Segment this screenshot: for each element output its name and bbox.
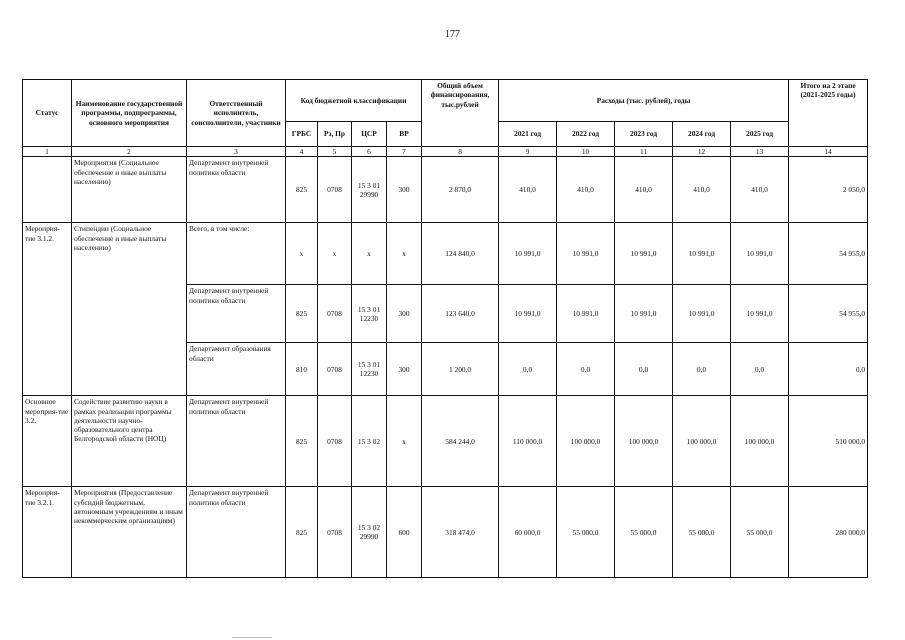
column-number: 2	[72, 147, 187, 157]
column-number: 11	[615, 147, 673, 157]
vr-cell: 600	[387, 487, 422, 578]
csr-cell: 15 3 02	[352, 396, 387, 487]
header-year-2023: 2023 год	[615, 122, 673, 147]
vr-cell: 300	[387, 285, 422, 343]
name-cell: Мероприятия (Социальное обеспечение и иные выплаты населению)	[72, 157, 187, 223]
csr-cell: 15 3 01 29990	[352, 157, 387, 223]
stage-total-cell: 0,0	[789, 343, 868, 396]
responsible-cell: Департамент внутренней политики области	[187, 487, 286, 578]
column-number: 1	[23, 147, 72, 157]
responsible-cell: Департамент внутренней политики области	[187, 396, 286, 487]
y2022-cell: 10 991,0	[557, 285, 615, 343]
y2023-cell: 100 000,0	[615, 396, 673, 487]
status-cell: Мероприя-тие 3.2.1.	[23, 487, 72, 578]
y2024-cell: 410,0	[673, 157, 731, 223]
csr-cell: 15 3 02 29990	[352, 487, 387, 578]
y2023-cell: 55 000,0	[615, 487, 673, 578]
column-number: 7	[387, 147, 422, 157]
header-stage-total: Итого на 2 этапе (2021-2025 годы)	[789, 80, 868, 147]
y2021-cell: 10 991,0	[499, 285, 557, 343]
column-number: 10	[557, 147, 615, 157]
rzpr-cell: 0708	[318, 285, 352, 343]
column-number: 13	[731, 147, 789, 157]
total-cell: 1 200,0	[422, 343, 499, 396]
header-grbs: ГРБС	[286, 122, 318, 147]
y2025-cell: 410,0	[731, 157, 789, 223]
header-responsible: Ответственный исполнитель, соисполнители, участники	[187, 80, 286, 147]
header-expenses: Расходы (тыс. рублей), годы	[499, 80, 789, 122]
csr-cell: х	[352, 223, 387, 285]
csr-cell: 15 3 01 12230	[352, 285, 387, 343]
y2022-cell: 55 000,0	[557, 487, 615, 578]
column-number: 5	[318, 147, 352, 157]
stage-total-cell: 280 000,0	[789, 487, 868, 578]
page-number: 177	[445, 29, 460, 40]
status-cell	[23, 157, 72, 223]
responsible-cell: Департамент внутренней политики области	[187, 285, 286, 343]
column-number: 6	[352, 147, 387, 157]
y2024-cell: 0,0	[673, 343, 731, 396]
y2023-cell: 10 991,0	[615, 223, 673, 285]
scan-artifact-line	[232, 637, 272, 638]
y2024-cell: 100 000,0	[673, 396, 731, 487]
table-row	[23, 223, 868, 285]
responsible-cell: Департамент внутренней политики области	[187, 157, 286, 223]
total-cell: 2 870,0	[422, 157, 499, 223]
column-number: 9	[499, 147, 557, 157]
y2021-cell: 410,0	[499, 157, 557, 223]
header-csr: ЦСР	[352, 122, 387, 147]
y2021-cell: 60 000,0	[499, 487, 557, 578]
table-row	[23, 487, 868, 578]
rzpr-cell: 0708	[318, 396, 352, 487]
y2024-cell: 55 000,0	[673, 487, 731, 578]
stage-total-cell: 54 955,0	[789, 285, 868, 343]
grbs-cell: х	[286, 223, 318, 285]
table-row	[23, 396, 868, 487]
total-cell: 318 474,0	[422, 487, 499, 578]
column-number: 8	[422, 147, 499, 157]
y2022-cell: 10 991,0	[557, 223, 615, 285]
grbs-cell: 825	[286, 396, 318, 487]
y2025-cell: 100 000,0	[731, 396, 789, 487]
header-name: Наименование государственной программы, подпрограммы, основного мероприятия	[72, 80, 187, 147]
responsible-cell: Всего, в том числе:	[187, 223, 286, 285]
total-cell: 123 640,0	[422, 285, 499, 343]
y2023-cell: 10 991,0	[615, 285, 673, 343]
grbs-cell: 825	[286, 157, 318, 223]
header-year-2022: 2022 год	[557, 122, 615, 147]
column-number: 3	[187, 147, 286, 157]
y2022-cell: 100 000,0	[557, 396, 615, 487]
name-cell: Содействие развитию науки в рамках реализации программы деятельности научно- образовательного центра Белгородской области (НОЦ)	[72, 396, 187, 487]
vr-cell: 300	[387, 157, 422, 223]
column-numbers-row	[23, 147, 868, 157]
column-number: 14	[789, 147, 868, 157]
header-vr: ВР	[387, 122, 422, 147]
stage-total-cell: 54 955,0	[789, 223, 868, 285]
csr-cell: 15 3 01 12230	[352, 343, 387, 396]
total-cell: 584 244,0	[422, 396, 499, 487]
y2021-cell: 0,0	[499, 343, 557, 396]
status-cell: Основное мероприя-тие 3.2.	[23, 396, 72, 487]
total-cell: 124 840,0	[422, 223, 499, 285]
vr-cell: х	[387, 223, 422, 285]
header-rzpr: Рз, Пр	[318, 122, 352, 147]
y2025-cell: 0,0	[731, 343, 789, 396]
header-year-2025: 2025 год	[731, 122, 789, 147]
y2025-cell: 55 000,0	[731, 487, 789, 578]
y2023-cell: 410,0	[615, 157, 673, 223]
y2024-cell: 10 991,0	[673, 285, 731, 343]
rzpr-cell: 0708	[318, 157, 352, 223]
y2021-cell: 110 000,0	[499, 396, 557, 487]
y2021-cell: 10 991,0	[499, 223, 557, 285]
budget-table	[22, 79, 868, 578]
stage-total-cell: 510 000,0	[789, 396, 868, 487]
grbs-cell: 825	[286, 285, 318, 343]
column-number: 12	[673, 147, 731, 157]
header-year-2024: 2024 год	[673, 122, 731, 147]
status-cell: Мероприя-тие 3.1.2.	[23, 223, 72, 396]
column-number: 4	[286, 147, 318, 157]
vr-cell: х	[387, 396, 422, 487]
header-budget-code: Код бюджетной классификации	[286, 80, 422, 122]
y2022-cell: 410,0	[557, 157, 615, 223]
header-year-2021: 2021 год	[499, 122, 557, 147]
rzpr-cell: 0708	[318, 343, 352, 396]
header-total-funding: Общий объем финансирования, тыс.рублей	[422, 80, 499, 147]
table-row	[23, 157, 868, 223]
y2025-cell: 10 991,0	[731, 223, 789, 285]
y2023-cell: 0,0	[615, 343, 673, 396]
name-cell: Стипендии (Социальное обеспечение и иные выплаты населению)	[72, 223, 187, 396]
header-status: Статус	[23, 80, 72, 147]
rzpr-cell: 0708	[318, 487, 352, 578]
vr-cell: 300	[387, 343, 422, 396]
y2025-cell: 10 991,0	[731, 285, 789, 343]
y2024-cell: 10 991,0	[673, 223, 731, 285]
grbs-cell: 825	[286, 487, 318, 578]
stage-total-cell: 2 050,0	[789, 157, 868, 223]
rzpr-cell: х	[318, 223, 352, 285]
name-cell: Мероприятия (Предоставление субсидий бюджетным, автономным учреждениям и иным некоммерческим организациям)	[72, 487, 187, 578]
y2022-cell: 0,0	[557, 343, 615, 396]
grbs-cell: 810	[286, 343, 318, 396]
responsible-cell: Департамент образования области	[187, 343, 286, 396]
